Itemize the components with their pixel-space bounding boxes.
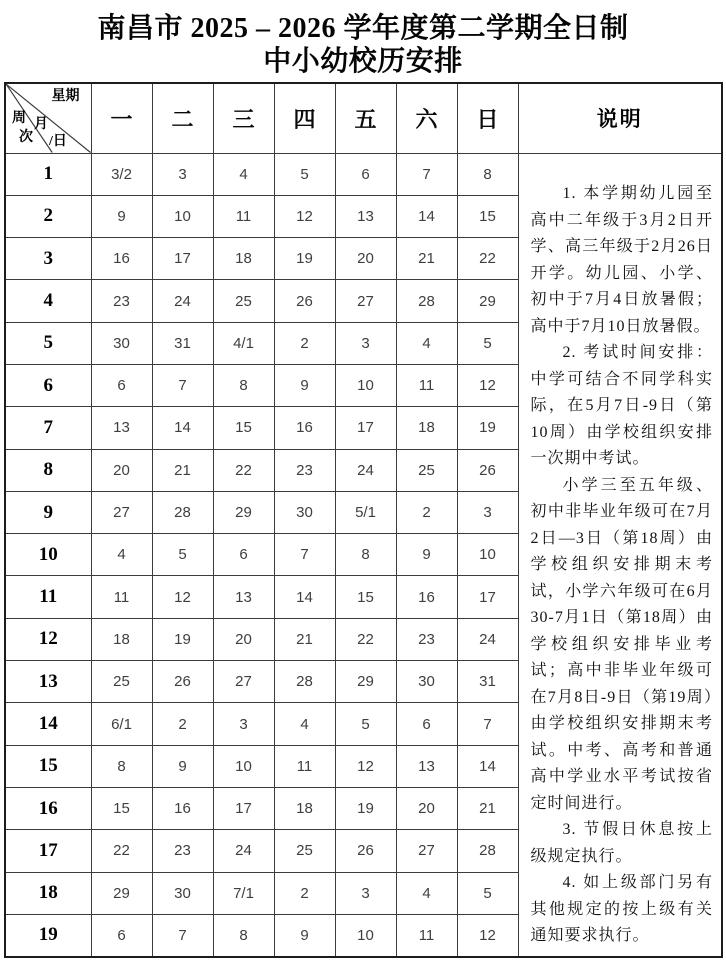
- corner-header-cell: [5, 83, 91, 153]
- date-cell: 29: [91, 872, 152, 914]
- date-cell: 26: [152, 661, 213, 703]
- date-cell: 10: [335, 364, 396, 406]
- date-cell: 28: [457, 830, 518, 872]
- date-cell: 16: [396, 576, 457, 618]
- date-cell: 20: [213, 618, 274, 660]
- date-cell: 8: [335, 534, 396, 576]
- date-cell: 24: [457, 618, 518, 660]
- date-cell: 29: [457, 280, 518, 322]
- date-cell: 25: [91, 661, 152, 703]
- date-cell: 3: [213, 703, 274, 745]
- corner-label-month: 月: [34, 117, 48, 132]
- date-cell: 9: [91, 195, 152, 237]
- notes-paragraph: 3. 节假日休息按上级规定执行。: [530, 821, 713, 865]
- date-cell: 7: [152, 364, 213, 406]
- table-row: [5, 153, 722, 195]
- calendar-body: [5, 153, 722, 957]
- date-cell: 7: [396, 153, 457, 195]
- week-number: 7: [5, 407, 91, 449]
- week-number: 1: [5, 153, 91, 195]
- date-cell: 4: [91, 534, 152, 576]
- week-number: 9: [5, 491, 91, 533]
- date-cell: 23: [152, 830, 213, 872]
- date-cell: 15: [335, 576, 396, 618]
- date-cell: 29: [335, 661, 396, 703]
- week-number: 18: [5, 872, 91, 914]
- date-cell: 27: [213, 661, 274, 703]
- date-cell: 6: [91, 364, 152, 406]
- date-cell: 28: [396, 280, 457, 322]
- date-cell: 30: [396, 661, 457, 703]
- date-cell: 2: [274, 872, 335, 914]
- date-cell: 11: [396, 364, 457, 406]
- date-cell: 6/1: [91, 703, 152, 745]
- notes-header: 说明: [518, 83, 722, 153]
- date-cell: 5: [274, 153, 335, 195]
- date-cell: 26: [457, 449, 518, 491]
- date-cell: 2: [274, 322, 335, 364]
- date-cell: 8: [213, 364, 274, 406]
- page-title: [0, 0, 726, 78]
- week-number: 14: [5, 703, 91, 745]
- date-cell: 23: [91, 280, 152, 322]
- date-cell: 5: [457, 872, 518, 914]
- week-number: 3: [5, 238, 91, 280]
- date-cell: 27: [335, 280, 396, 322]
- date-cell: 4: [213, 153, 274, 195]
- date-cell: 8: [457, 153, 518, 195]
- date-cell: 30: [91, 322, 152, 364]
- date-cell: 10: [152, 195, 213, 237]
- date-cell: 3: [457, 491, 518, 533]
- date-cell: 22: [457, 238, 518, 280]
- date-cell: 17: [152, 238, 213, 280]
- day-header-tue: 二: [152, 83, 213, 153]
- week-number: 10: [5, 534, 91, 576]
- date-cell: 31: [152, 322, 213, 364]
- date-cell: 9: [274, 914, 335, 956]
- school-calendar-table: [4, 82, 723, 958]
- date-cell: 16: [91, 238, 152, 280]
- date-cell: 4: [396, 872, 457, 914]
- date-cell: 26: [274, 280, 335, 322]
- date-cell: 24: [335, 449, 396, 491]
- week-number: 6: [5, 364, 91, 406]
- week-number: 4: [5, 280, 91, 322]
- date-cell: 15: [213, 407, 274, 449]
- date-cell: 3/2: [91, 153, 152, 195]
- date-cell: 12: [335, 745, 396, 787]
- date-cell: 17: [457, 576, 518, 618]
- date-cell: 21: [152, 449, 213, 491]
- date-cell: 24: [152, 280, 213, 322]
- date-cell: 23: [274, 449, 335, 491]
- date-cell: 18: [396, 407, 457, 449]
- date-cell: 8: [213, 914, 274, 956]
- date-cell: 23: [396, 618, 457, 660]
- date-cell: 22: [335, 618, 396, 660]
- header-row: [5, 83, 722, 153]
- day-header-sun: 日: [457, 83, 518, 153]
- date-cell: 6: [91, 914, 152, 956]
- date-cell: 7: [274, 534, 335, 576]
- date-cell: 9: [152, 745, 213, 787]
- date-cell: 3: [152, 153, 213, 195]
- date-cell: 30: [152, 872, 213, 914]
- week-number: 8: [5, 449, 91, 491]
- date-cell: 22: [213, 449, 274, 491]
- date-cell: 14: [274, 576, 335, 618]
- week-number: 2: [5, 195, 91, 237]
- date-cell: 30: [274, 491, 335, 533]
- date-cell: 9: [274, 364, 335, 406]
- date-cell: 6: [335, 153, 396, 195]
- date-cell: 28: [274, 661, 335, 703]
- date-cell: 27: [91, 491, 152, 533]
- date-cell: 9: [396, 534, 457, 576]
- date-cell: 4/1: [213, 322, 274, 364]
- date-cell: 12: [152, 576, 213, 618]
- date-cell: 14: [457, 745, 518, 787]
- date-cell: 15: [91, 787, 152, 829]
- date-cell: 24: [213, 830, 274, 872]
- date-cell: 8: [91, 745, 152, 787]
- date-cell: 17: [213, 787, 274, 829]
- date-cell: 16: [152, 787, 213, 829]
- date-cell: 13: [396, 745, 457, 787]
- date-cell: 13: [213, 576, 274, 618]
- date-cell: 7: [457, 703, 518, 745]
- notes-cell: [518, 153, 722, 957]
- date-cell: 18: [213, 238, 274, 280]
- date-cell: 28: [152, 491, 213, 533]
- date-cell: 13: [91, 407, 152, 449]
- page-title-line1: 南昌市 2025 – 2026 学年度第二学期全日制: [97, 13, 629, 44]
- table-header: [5, 83, 722, 153]
- date-cell: 14: [396, 195, 457, 237]
- date-cell: 11: [396, 914, 457, 956]
- page-title-line2: 中小幼校历安排: [263, 46, 463, 77]
- date-cell: 5: [335, 703, 396, 745]
- date-cell: 17: [335, 407, 396, 449]
- date-cell: 3: [335, 872, 396, 914]
- date-cell: 12: [457, 364, 518, 406]
- date-cell: 27: [396, 830, 457, 872]
- date-cell: 11: [213, 195, 274, 237]
- date-cell: 18: [91, 618, 152, 660]
- date-cell: 2: [152, 703, 213, 745]
- date-cell: 20: [335, 238, 396, 280]
- date-cell: 5: [457, 322, 518, 364]
- date-cell: 25: [396, 449, 457, 491]
- week-number: 11: [5, 576, 91, 618]
- corner-label-weekday: 星期: [51, 89, 80, 104]
- notes-text: [519, 159, 722, 950]
- day-header-thu: 四: [274, 83, 335, 153]
- date-cell: 16: [274, 407, 335, 449]
- date-cell: 10: [457, 534, 518, 576]
- notes-paragraph: 1. 本学期幼儿园至高中二年级于3月2日开学、高三年级于2月26日开学。幼儿园、小学、初中于7月4日放暑假；高中于7月10日放暑假。: [530, 185, 713, 335]
- week-number: 19: [5, 914, 91, 956]
- date-cell: 20: [91, 449, 152, 491]
- date-cell: 19: [152, 618, 213, 660]
- week-number: 15: [5, 745, 91, 787]
- date-cell: 19: [457, 407, 518, 449]
- date-cell: 11: [274, 745, 335, 787]
- date-cell: 6: [396, 703, 457, 745]
- day-header-wed: 三: [213, 83, 274, 153]
- date-cell: 2: [396, 491, 457, 533]
- notes-paragraph: 小学三至五年级、初中非毕业年级可在7月2日—3日（第18周）由学校组织安排期末考试，小学六年级可在6月30-7月1日（第18周）由学校组织安排毕业考试；高中非毕业年级可在7月8日-9日（第19周）由学校组织安排期末考试。中考、高考和普通高中学业水平考试按省定时间进行。: [530, 476, 713, 812]
- date-cell: 5: [152, 534, 213, 576]
- date-cell: 25: [213, 280, 274, 322]
- day-header-fri: 五: [335, 83, 396, 153]
- date-cell: 18: [274, 787, 335, 829]
- notes-paragraph: 4. 如上级部门另有其他规定的按上级有关通知要求执行。: [530, 874, 713, 945]
- date-cell: 21: [274, 618, 335, 660]
- notes-paragraph: 2. 考试时间安排：中学可结合不同学科实际，在5月7日-9日（第10周）由学校组织安排一次期中考试。: [530, 344, 713, 468]
- date-cell: 4: [396, 322, 457, 364]
- date-cell: 21: [457, 787, 518, 829]
- date-cell: 15: [457, 195, 518, 237]
- corner-label-week-top: 周: [12, 111, 26, 126]
- date-cell: 21: [396, 238, 457, 280]
- date-cell: 19: [335, 787, 396, 829]
- date-cell: 13: [335, 195, 396, 237]
- date-cell: 6: [213, 534, 274, 576]
- date-cell: 19: [274, 238, 335, 280]
- date-cell: 22: [91, 830, 152, 872]
- date-cell: 25: [274, 830, 335, 872]
- date-cell: 4: [274, 703, 335, 745]
- date-cell: 14: [152, 407, 213, 449]
- date-cell: 10: [213, 745, 274, 787]
- date-cell: 12: [457, 914, 518, 956]
- date-cell: 31: [457, 661, 518, 703]
- date-cell: 20: [396, 787, 457, 829]
- day-header-mon: 一: [91, 83, 152, 153]
- date-cell: 26: [335, 830, 396, 872]
- week-number: 5: [5, 322, 91, 364]
- week-number: 13: [5, 661, 91, 703]
- date-cell: 7/1: [213, 872, 274, 914]
- date-cell: 12: [274, 195, 335, 237]
- week-number: 17: [5, 830, 91, 872]
- week-number: 12: [5, 618, 91, 660]
- date-cell: 5/1: [335, 491, 396, 533]
- date-cell: 7: [152, 914, 213, 956]
- date-cell: 29: [213, 491, 274, 533]
- week-number: 16: [5, 787, 91, 829]
- corner-label-day: /日: [49, 134, 67, 149]
- day-header-sat: 六: [396, 83, 457, 153]
- corner-label-week-bottom: 次: [19, 130, 33, 145]
- date-cell: 11: [91, 576, 152, 618]
- date-cell: 10: [335, 914, 396, 956]
- date-cell: 3: [335, 322, 396, 364]
